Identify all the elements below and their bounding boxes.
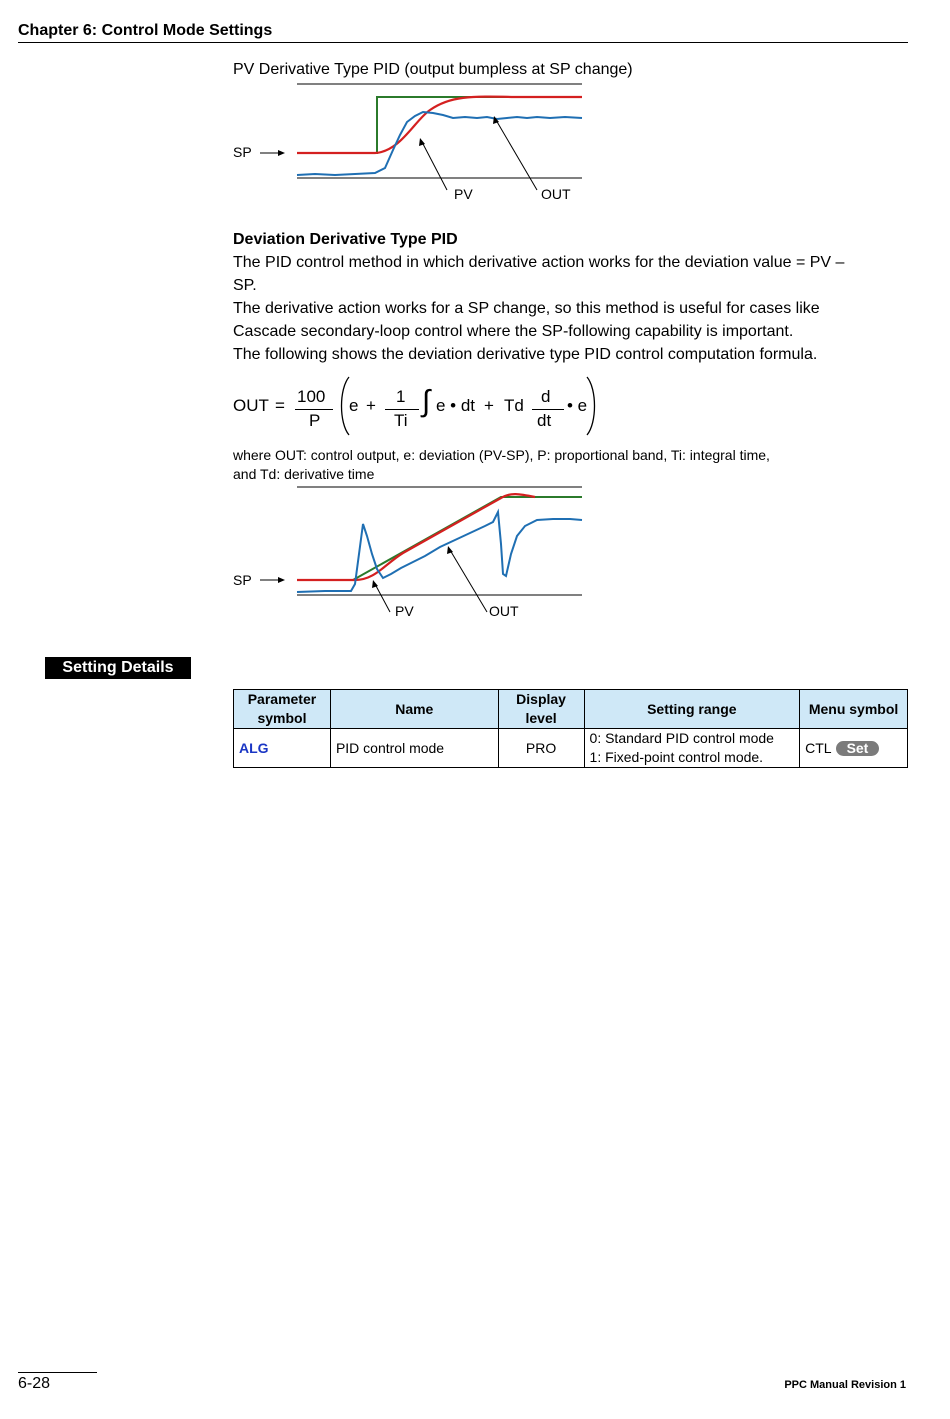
- formula-plus: +: [366, 396, 376, 415]
- setting-details-badge: Setting Details: [45, 657, 191, 679]
- formula-tail: • e: [567, 396, 588, 415]
- paragraph-line: Cascade secondary-loop control where the SP-following capability is important.: [233, 323, 794, 340]
- page-number: 6-28: [18, 1375, 51, 1392]
- deviation-heading: Deviation Derivative Type PID: [233, 231, 458, 248]
- fraction-den: P: [309, 411, 321, 430]
- pv-pointer: [422, 142, 447, 190]
- deviation-paragraph: [233, 251, 903, 366]
- paragraph-line: The PID control method in which derivative action works for the deviation value = PV –: [233, 254, 845, 271]
- parameter-symbol-cell: ALG: [234, 729, 331, 768]
- formula-legend: [233, 446, 833, 484]
- setting-range-cell: [584, 729, 800, 768]
- header-text: level: [525, 710, 557, 726]
- menu-text: CTL: [805, 739, 832, 756]
- range-option: 1: Fixed-point control mode.: [589, 749, 764, 765]
- fraction-num: d: [541, 387, 551, 406]
- legend-line: where OUT: control output, e: deviation (PV-SP), P: proportional band, Ti: integral time,: [233, 447, 770, 463]
- header-parameter-symbol: [234, 690, 331, 729]
- out-pointer: [450, 550, 487, 612]
- paragraph-line: The derivative action works for a SP change, so this method is useful for cases like: [233, 300, 820, 317]
- legend-line: and Td: derivative time: [233, 466, 375, 482]
- integral-sign: ∫: [422, 385, 431, 418]
- header-text: Parameter: [247, 691, 317, 707]
- chapter-title: Chapter 6: Control Mode Settings: [18, 22, 273, 39]
- document-revision: PPC Manual Revision 1: [784, 1379, 906, 1391]
- fraction-bar: [532, 409, 564, 410]
- header-text: symbol: [257, 710, 307, 726]
- header-display-level: [498, 690, 584, 729]
- sp-label: SP: [233, 144, 252, 160]
- paragraph-line: The following shows the deviation derivative type PID control computation formula.: [233, 346, 818, 363]
- setpoint-ramp: [297, 497, 582, 580]
- display-level-cell: PRO: [498, 729, 584, 768]
- pid-formula: [233, 375, 613, 437]
- range-option: 0: Standard PID control mode: [589, 730, 774, 746]
- right-paren: [585, 375, 599, 437]
- formula-lhs: OUT: [233, 396, 269, 415]
- fraction-bar: [295, 409, 333, 410]
- output-curve: [297, 97, 582, 153]
- formula-td: Td: [504, 396, 524, 415]
- header-name: Name: [330, 690, 498, 729]
- header-rule: [18, 42, 908, 43]
- table-header-row: [234, 690, 908, 729]
- pv-pointer: [375, 584, 390, 612]
- formula-eq: =: [275, 396, 285, 415]
- pv-label: PV: [395, 603, 414, 619]
- footer-rule: [18, 1372, 97, 1373]
- integral-term: e • dt: [436, 396, 476, 415]
- sp-arrow-head: [278, 577, 285, 583]
- header-text: Display: [516, 691, 566, 707]
- pv-label: PV: [454, 186, 473, 202]
- out-pointer: [496, 120, 537, 190]
- fraction-den: Ti: [394, 411, 408, 430]
- formula-plus: +: [484, 396, 494, 415]
- sp-arrow-head: [278, 150, 285, 156]
- header-setting-range: Setting range: [584, 690, 800, 729]
- paragraph-line: SP.: [233, 277, 257, 294]
- settings-table: [233, 689, 908, 768]
- fraction-num: 100: [297, 387, 326, 406]
- pv-derivative-chart: [225, 80, 595, 210]
- output-curve: [297, 494, 535, 580]
- table-row: [234, 729, 908, 768]
- menu-symbol-cell: [800, 729, 908, 768]
- pv-pointer-head: [372, 580, 378, 588]
- out-label: OUT: [541, 186, 571, 202]
- setpoint-step: [297, 97, 525, 153]
- pv-derivative-title: PV Derivative Type PID (output bumpless at SP change): [233, 61, 633, 78]
- pv-derivative-diagram: [225, 80, 595, 210]
- pv-curve: [297, 112, 582, 175]
- out-label: OUT: [489, 603, 519, 619]
- fraction-den: dt: [537, 411, 552, 430]
- name-cell: PID control mode: [330, 729, 498, 768]
- pv-pointer-head: [419, 138, 425, 146]
- sp-label: SP: [233, 572, 252, 588]
- fraction-bar: [385, 409, 419, 410]
- deviation-derivative-diagram: [225, 484, 595, 624]
- set-key-icon: Set: [836, 741, 880, 756]
- fraction-num: 1: [396, 387, 406, 406]
- header-menu-symbol: Menu symbol: [800, 690, 908, 729]
- formula-e: e: [349, 396, 359, 415]
